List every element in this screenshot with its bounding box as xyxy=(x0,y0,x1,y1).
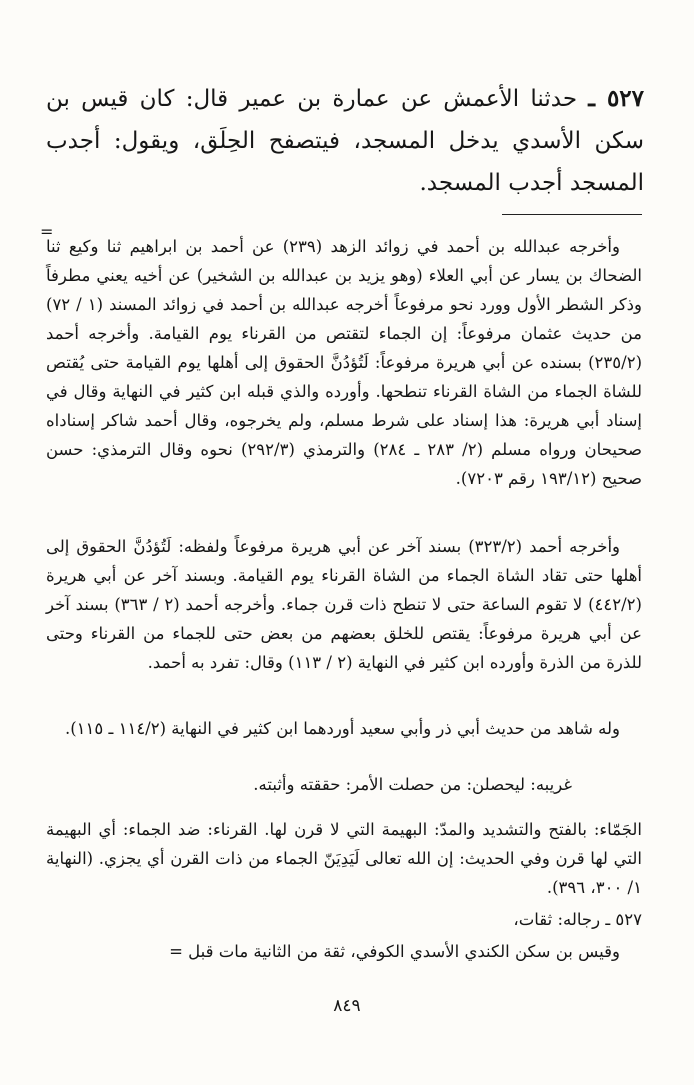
footnote-paragraph-6 xyxy=(46,905,642,934)
footnote-paragraph-5 xyxy=(46,815,642,902)
footnote-text: غريبه: ليحصلن: من حصلت الأمر: حققته وأثبته. xyxy=(253,775,572,794)
footnote-paragraph-4 xyxy=(46,770,642,799)
footnote-paragraph-1 xyxy=(46,232,642,493)
hadith-number: ٥٢٧ ـ xyxy=(588,85,644,112)
footnote-paragraph-7 xyxy=(46,937,642,966)
page-number: ٨٤٩ xyxy=(333,996,361,1016)
footnote-paragraph-3 xyxy=(46,714,642,743)
footnote-text: وأخرجه أحمد (٣٢٣/٢) بسند آخر عن أبي هريرة مرفوعاً ولفظه: لَتُؤدُنَّ الحقوق إلى أهلها حتى تقاد الشاة الجماء من الشاة القرناء يوم القيامة. وبسند آخر عن أبي هريرة (٤٤٢/٢) لا تقوم الساعة حتى لا تنطح ذات قرن جماء. وأخرجه أحمد (٢ / ٣٦٣) بسند آخر عن أبي هريرة مرفوعاً: يقتص للخلق بعضهم من بعض حتى للجماء من القرناء وحتى للذرة من الذرة وأورده ابن كثير في النهاية (٢ / ١١٣) وقال: تفرد به أحمد. xyxy=(46,537,642,672)
footnote-text: وأخرجه عبدالله بن أحمد في زوائد الزهد (٢٣٩) عن أحمد بن ابراهيم ثنا وكيع ثنا الضحاك بن يسار عن أبي العلاء (وهو يزيد بن عبدالله بن الشخير) عن أخيه يعني مطرفاً وذكر الشطر الأول وورد نحو مرفوعاً أخرجه عبدالله بن أحمد في زوائد المسند (١ / ٧٢) من حديث عثمان مرفوعاً: إن الجماء لتقتص من القرناء يوم القيامة. وأخرجه أحمد (٢٣٥/٢) بسنده عن أبي هريرة مرفوعاً: لَتُؤدُنَّ الحقوق إلى أهلها يوم القيامة حتى يُقتص للشاة الجماء من الشاة القرناء تنطحها. وأورده والذي قبله ابن كثير في النهاية وقال في إسناد أبي هريرة: هذا إسناد على شرط مسلم، ولم يخرجوه، وقال أحمد شاكر إسناداه صحيحان ورواه مسلم (٢/ ٢٨٣ ـ ٢٨٤) والترمذي (٢٩٢/٣) نحوه وقال الترمذي: حسن صحيح (١٩٣/١٢ رقم ٧٢٠٣). xyxy=(46,237,642,488)
footnote-paragraph-2 xyxy=(46,532,642,677)
footnote-separator xyxy=(502,214,642,215)
footnote-text: ٥٢٧ ـ رجاله: ثقات، xyxy=(513,910,642,929)
continuation-marker: = xyxy=(40,222,54,241)
footnote-text: وقيس بن سكن الكندي الأسدي الكوفي، ثقة من الثانية مات قبل = xyxy=(169,942,620,961)
footnote-text: وله شاهد من حديث أبي ذر وأبي سعيد أوردهما ابن كثير في النهاية (١١٤/٢ ـ ١١٥). xyxy=(64,719,620,738)
footnote-text: الجَمّاء: بالفتح والتشديد والمدّ: البهيمة التي لا قرن لها. القرناء: ضد الجماء: أي البهيمة التي لها قرن وفي الحديث: إن الله تعالى لَيَدِيَنّ الجماء من ذات القرن أي يجزي. (النهاية ١/ ٣٠٠، ٣٩٦). xyxy=(46,820,642,897)
hadith-body: حدثنا الأعمش عن عمارة بن عمير قال: كان قيس بن سكن الأسدي يدخل المسجد، فيتصفح الحِلَق، ويقول: أجدب المسجد أجدب المسجد. xyxy=(46,86,644,196)
hadith-text xyxy=(46,78,644,204)
